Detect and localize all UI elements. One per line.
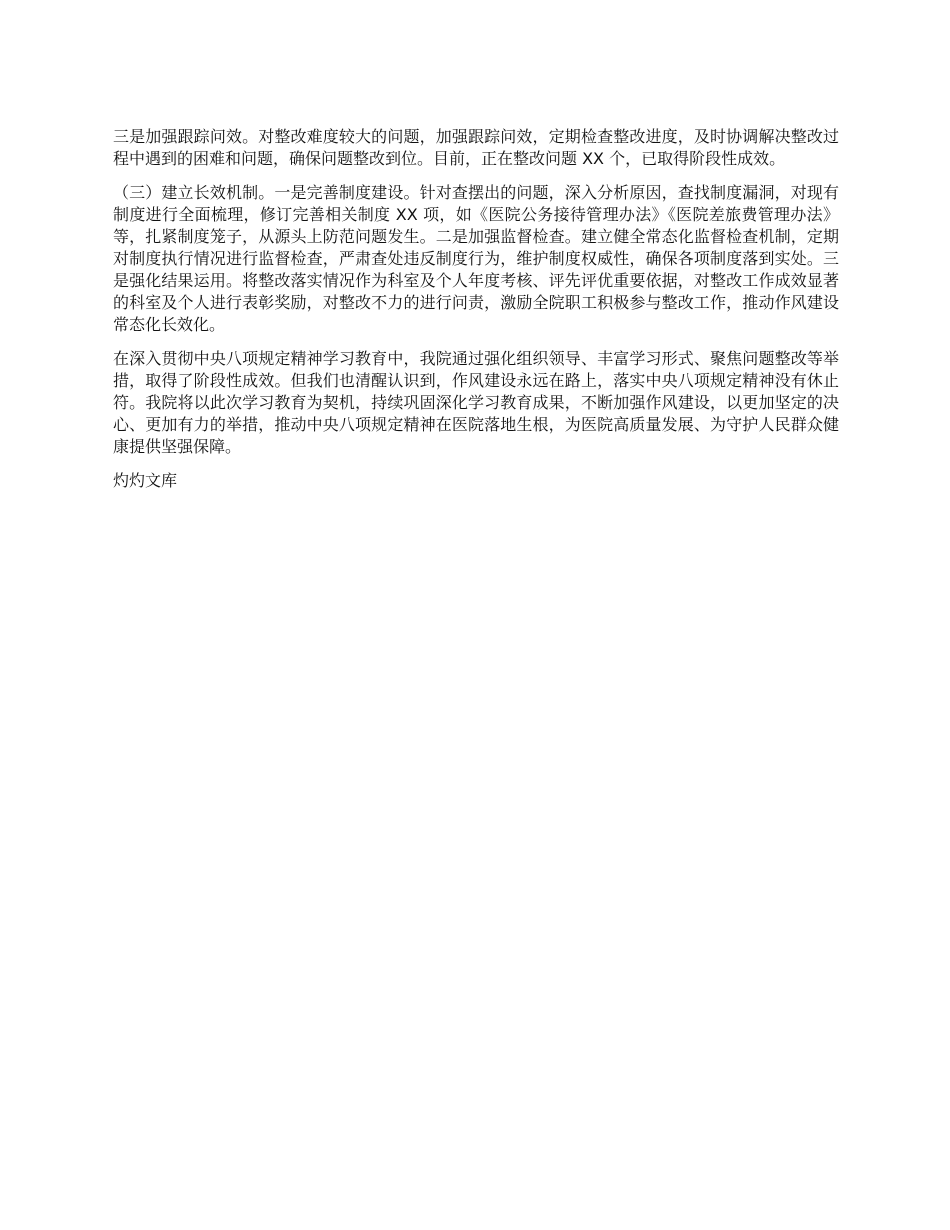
- paragraph-tracking-followup: 三是加强跟踪问效。对整改难度较大的问题，加强跟踪问效，定期检查整改进度，及时协调解决整改过程中遇到的困难和问题，确保问题整改到位。目前，正在整改问题 XX 个，已取得阶段性成效。: [113, 127, 839, 168]
- paragraph-conclusion: 在深入贯彻中央八项规定精神学习教育中，我院通过强化组织领导、丰富学习形式、聚焦问题整改等举措，取得了阶段性成效。但我们也清醒认识到，作风建设永远在路上，落实中央八项规定精神没有休止符。我院将以此次学习教育为契机，持续巩固深化学习教育成果，不断加强作风建设，以更加坚定的决心、更加有力的举措，推动中央八项规定精神在医院落地生根，为医院高质量发展、为守护人民群众健康提供坚强保障。: [113, 349, 839, 456]
- document-body: [113, 126, 839, 492]
- source-label: 灼灼文库: [113, 471, 178, 490]
- paragraph-long-term-mechanism: （三）建立长效机制。一是完善制度建设。针对查摆出的问题，深入分析原因，查找制度漏洞，对现有制度进行全面梳理，修订完善相关制度 XX 项，如《医院公务接待管理办法》《医院差旅费管理办法》等，扎紧制度笼子，从源头上防范问题发生。二是加强监督检查。建立健全常态化监督检查机制，定期对制度执行情况进行监督检查，严肃查处违反制度行为，维护制度权威性，确保各项制度落到实处。三是强化结果运用。将整改落实情况作为科室及个人年度考核、评先评优重要依据，对整改工作成效显著的科室及个人进行表彰奖励，对整改不力的进行问责，激励全院职工积极参与整改工作，推动作风建设常态化长效化。: [113, 183, 839, 334]
